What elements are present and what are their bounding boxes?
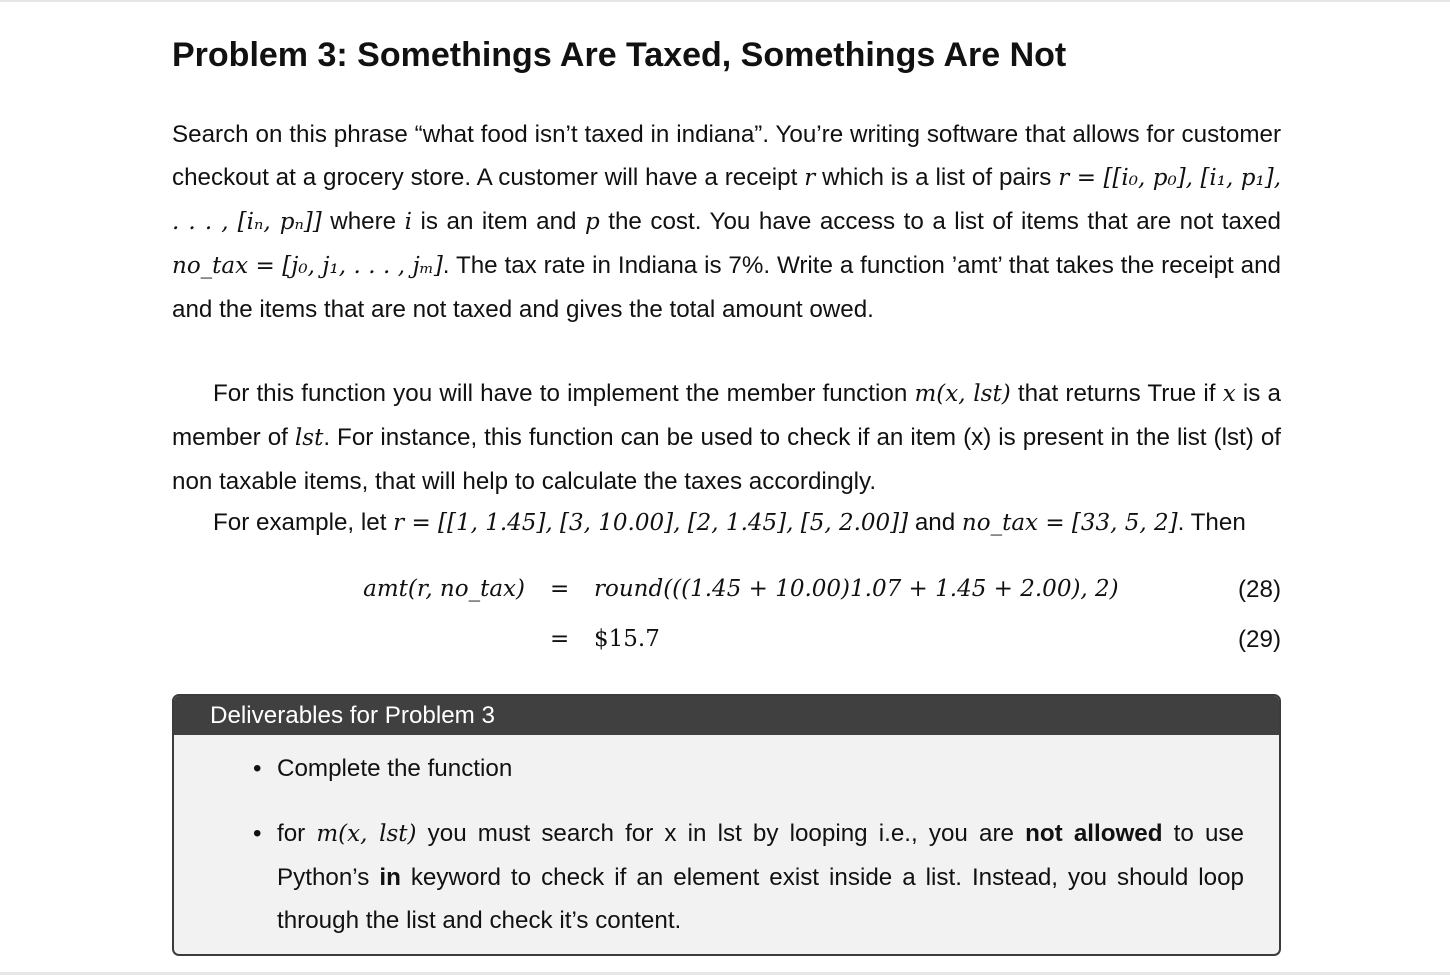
- member-function-description: [172, 372, 1281, 503]
- text-run: For this function you will have to implement the member function: [213, 380, 915, 407]
- equation-28: [172, 576, 1281, 616]
- text-run: for: [277, 820, 317, 847]
- equation-relation: =: [550, 626, 570, 652]
- text-run: you must search for x in lst by looping i.e., you are: [416, 820, 1026, 847]
- equation-number: (28): [1237, 576, 1281, 603]
- math-example-receipt: r = [[1, 1.45], [3, 10.00], [2, 1.45], [5, 2.00]]: [393, 510, 909, 536]
- text-run: is a member of: [172, 380, 1281, 451]
- equation-relation: =: [550, 576, 570, 602]
- text-run: For example, let: [213, 509, 394, 536]
- equation-rhs: round(((1.45 + 10.00)1.07 + 1.45 + 2.00), 2): [594, 576, 1119, 602]
- text-run: which is a list of pairs: [815, 164, 1059, 191]
- equation-number: (29): [1237, 626, 1281, 653]
- text-run: . The tax rate in Indiana is 7%. Write a function ’amt’ that takes the receipt and and the items that are not taxed and gives the total amount owed.: [172, 252, 1281, 323]
- text-run: Search on this phrase “what food isn’t taxed in indiana”. You’re writing software that allows for customer checkout at a grocery store. A customer will have a receipt: [172, 121, 1281, 191]
- text-run: . Then: [1177, 509, 1246, 536]
- text-run: where: [321, 208, 405, 235]
- emphasis-in-keyword: in: [379, 864, 401, 891]
- equation-29: [172, 626, 1281, 666]
- text-run: and: [908, 509, 962, 536]
- list-item: [253, 812, 1245, 942]
- deliverables-box: [172, 694, 1281, 956]
- equation-rhs: $15.7: [594, 626, 660, 652]
- emphasis-not-allowed: not allowed: [1025, 820, 1163, 847]
- example-description: [172, 501, 1281, 545]
- math-p: p: [585, 209, 600, 235]
- math-lst: lst: [294, 425, 324, 451]
- text-run: to use Python’s: [277, 820, 1244, 891]
- text-run: . For instance, this function can be used to check if an item (x) is present in the list (lst) of non taxable items, that will help to calculate the taxes accordingly.: [172, 424, 1282, 495]
- math-receipt-pairs: r = [[i₀, p₀], [i₁, p₁], . . . , [iₙ, pₙ]]: [172, 165, 1282, 235]
- problem-description: [172, 113, 1281, 331]
- equation-lhs: amt(r, no_tax): [363, 576, 525, 602]
- text-run: the cost. You have access to a list of items that are not taxed: [599, 208, 1281, 235]
- math-member-function: m(x, lst): [316, 821, 417, 847]
- list-item: [253, 747, 1244, 790]
- deliverables-title: Deliverables for Problem 3: [174, 696, 1279, 735]
- page-top-edge: [0, 0, 1450, 2]
- text-run: keyword to check if an element exist inside a list. Instead, you should loop through the list and check it’s content.: [277, 864, 1245, 934]
- math-member-function: m(x, lst): [914, 381, 1011, 407]
- bullet-icon: •: [253, 755, 262, 782]
- problem-title: Problem 3: Somethings Are Taxed, Somethings Are Not: [172, 36, 1067, 74]
- math-no-tax-list: no_tax = [j₀, j₁, . . . , jₘ]: [172, 253, 443, 279]
- text-run: that returns True if: [1010, 380, 1223, 407]
- list-item-text: Complete the function: [277, 755, 513, 782]
- math-x: x: [1222, 381, 1236, 407]
- math-r: r: [804, 165, 816, 191]
- bullet-icon: •: [253, 820, 262, 847]
- math-i: i: [404, 209, 412, 235]
- math-example-no-tax: no_tax = [33, 5, 2]: [961, 510, 1178, 536]
- text-run: is an item and: [412, 208, 585, 235]
